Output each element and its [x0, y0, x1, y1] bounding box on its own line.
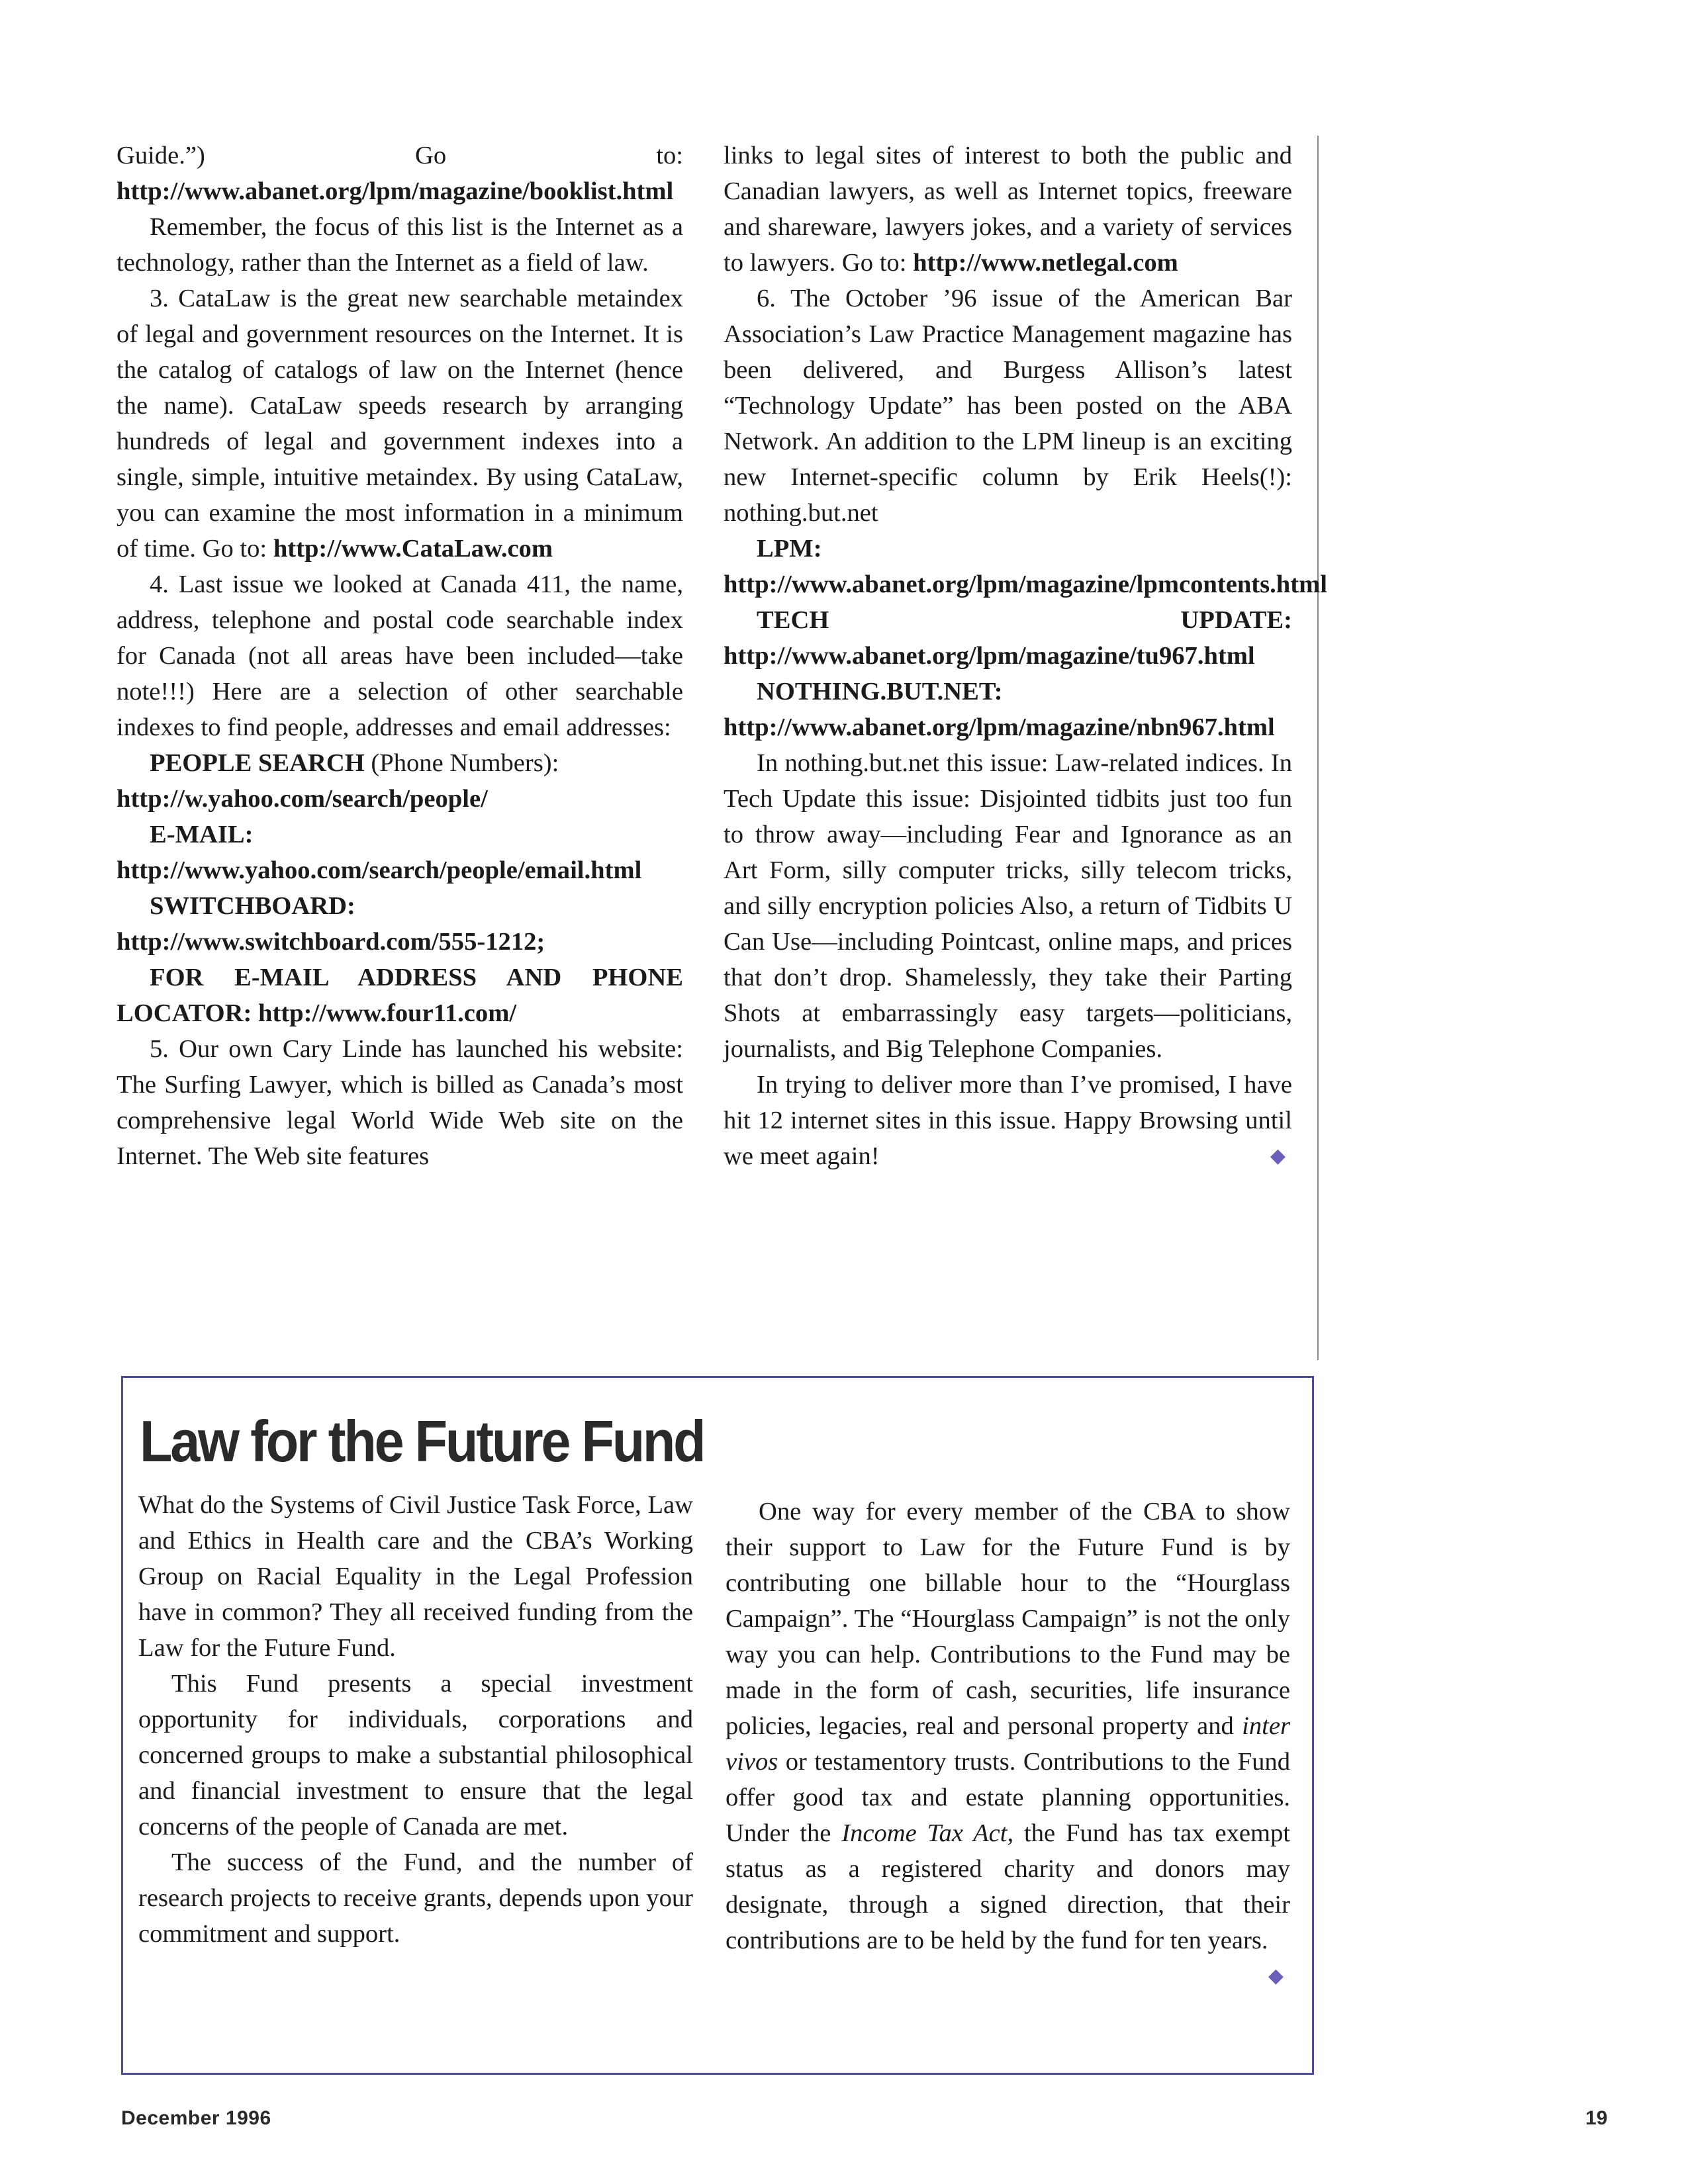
fund-paragraph-4: One way for every member of the CBA to show their support to Law for the Future Fund is by contributing one billable hour to the “Hourglass Campaign”. The “Hourglass Campaign” is not the only way you can help. Contributions to the Fund may be made in the form of cash, securities, life insurance policies, legacies, real and personal property and inter vivos or testamentory trusts. Contributions to the Fund offer good tax and estate planning opportunities. Under the Income Tax Act, the Fund has tax exempt status as a registered charity and donors may designate, through a signed direction, that their contributions are to be held by the fund for ten years. ◆ — [726, 1494, 1290, 1958]
tech-update-link[interactable]: http://www.abanet.org/lpm/magazine/tu967.html — [724, 642, 1255, 670]
fund-paragraph-2: This Fund presents a special investment opportunity for individuals, corporations and concerned groups to make a substantial philosophical and financial investment to ensure that the legal concerns of the people of Canada are met. — [138, 1670, 693, 1841]
right-paragraph-3: In nothing.but.net this issue: Law-related indices. In Tech Update this issue: Disjointed tidbits just too fun to throw away—including Fear and Ignorance as an Art Form, silly computer tricks, silly telecom tricks, and silly encryption policies Also, a return of Tidbits U Can Use—including Pointcast, online maps, and prices that don’t drop. Shamelessly, they take their Parting Shots at embarrassingly easy targets—politicians, journalists, and Big Telephone Companies. — [724, 749, 1292, 1063]
right-paragraph-4: In trying to deliver more than I’ve promised, I have hit 12 internet sites in this issue. Happy Browsing until we meet again! ◆ — [724, 1067, 1292, 1174]
right-paragraph-1: links to legal sites of interest to both the public and Canadian lawyers, as well as Internet topics, freeware and shareware, lawyers jokes, and a variety of services to lawyers. Go to: http://www.netlegal.com — [724, 142, 1292, 277]
end-diamond-icon: ◆ — [1270, 1145, 1286, 1167]
four11-link[interactable]: http://www.four11.com/ — [258, 999, 517, 1027]
people-search-link[interactable]: http://w.yahoo.com/search/people/ — [117, 785, 488, 813]
fund-left-column — [138, 1487, 693, 1952]
catalaw-link[interactable]: http://www.CataLaw.com — [273, 535, 553, 563]
right-paragraph-2: 6. The October ’96 issue of the American Bar Association’s Law Practice Management magazine has been delivered, and Burgess Allison’s latest “Technology Update” has been posted on the ABA Network. An addition to the LPM lineup is an exciting new Internet-specific column by Erik Heels(!): nothing.but.net — [724, 285, 1292, 527]
fund-paragraph-3: The success of the Fund, and the number of research projects to receive grants, depends upon your commitment and support. — [138, 1848, 693, 1948]
left-paragraph-5: 5. Our own Cary Linde has launched his website: The Surfing Lawyer, which is billed as Canada’s most comprehensive legal World Wide Web site on the Internet. The Web site features — [117, 1035, 683, 1170]
lpm-entry: LPM: http://www.abanet.org/lpm/magazine/lpmcontents.html — [724, 535, 1327, 598]
tech-update-entry: TECH UPDATE: http://www.abanet.org/lpm/magazine/tu967.html — [724, 606, 1292, 670]
email-entry: E-MAIL: http://www.yahoo.com/search/people/email.html — [117, 821, 642, 884]
nothing-but-net-link[interactable]: http://www.abanet.org/lpm/magazine/nbn967.html — [724, 713, 1275, 741]
left-paragraph-4: 4. Last issue we looked at Canada 411, the name, address, telephone and postal code searchable index for Canada (not all areas have been included—take note!!!) Here are a selection of other searchable indexes to find people, addresses and email addresses: — [117, 570, 683, 741]
law-for-future-fund-box — [121, 1376, 1314, 2075]
email-link[interactable]: http://www.yahoo.com/search/people/email.html — [117, 856, 642, 884]
right-column — [724, 138, 1327, 1174]
left-paragraph-2: Remember, the focus of this list is the Internet as a technology, rather than the Internet as a field of law. — [117, 213, 683, 277]
fund-right-column — [726, 1494, 1290, 1994]
people-search-entry: PEOPLE SEARCH (Phone Numbers): http://w.yahoo.com/search/people/ — [117, 745, 683, 817]
switchboard-link[interactable]: http://www.switchboard.com/555-1212; — [117, 928, 545, 956]
netlegal-link[interactable]: http://www.netlegal.com — [913, 249, 1178, 277]
fund-title: Law for the Future Fund — [140, 1408, 704, 1474]
locator-entry: FOR E-MAIL ADDRESS AND PHONE LOCATOR: http://www.four11.com/ — [117, 964, 683, 1027]
fund-end-diamond-icon: ◆ — [1268, 1965, 1284, 1987]
fund-paragraph-1: What do the Systems of Civil Justice Task Force, Law and Ethics in Health care and the CBA’s Working Group on Racial Equality in the Legal Profession have in common? They all received funding from the Law for the Future Fund. — [138, 1491, 693, 1662]
page-number: 19 — [1585, 2107, 1608, 2129]
left-column — [117, 138, 683, 1174]
footer-date: December 1996 — [121, 2107, 271, 2129]
switchboard-entry: SWITCHBOARD: http://www.switchboard.com/555-1212; — [117, 892, 545, 956]
lpm-link[interactable]: http://www.abanet.org/lpm/magazine/lpmcontents.html — [724, 570, 1327, 598]
column-divider — [1317, 136, 1319, 1360]
booklist-link[interactable]: http://www.abanet.org/lpm/magazine/booklist.html — [117, 177, 674, 205]
left-paragraph-3: 3. CataLaw is the great new searchable metaindex of legal and government resources on the Internet. It is the catalog of catalogs of law on the Internet (hence the name). CataLaw speeds research by arranging hundreds of legal and government indexes into a single, simple, intuitive metaindex. By using CataLaw, you can examine the most information in a minimum of time. Go to: http://www.CataLaw.com — [117, 285, 683, 563]
nothing-but-net-entry: NOTHING.BUT.NET: http://www.abanet.org/lpm/magazine/nbn967.html — [724, 678, 1275, 741]
left-paragraph-1: Guide.”) Go to: http://www.abanet.org/lpm/magazine/booklist.html — [117, 142, 683, 205]
